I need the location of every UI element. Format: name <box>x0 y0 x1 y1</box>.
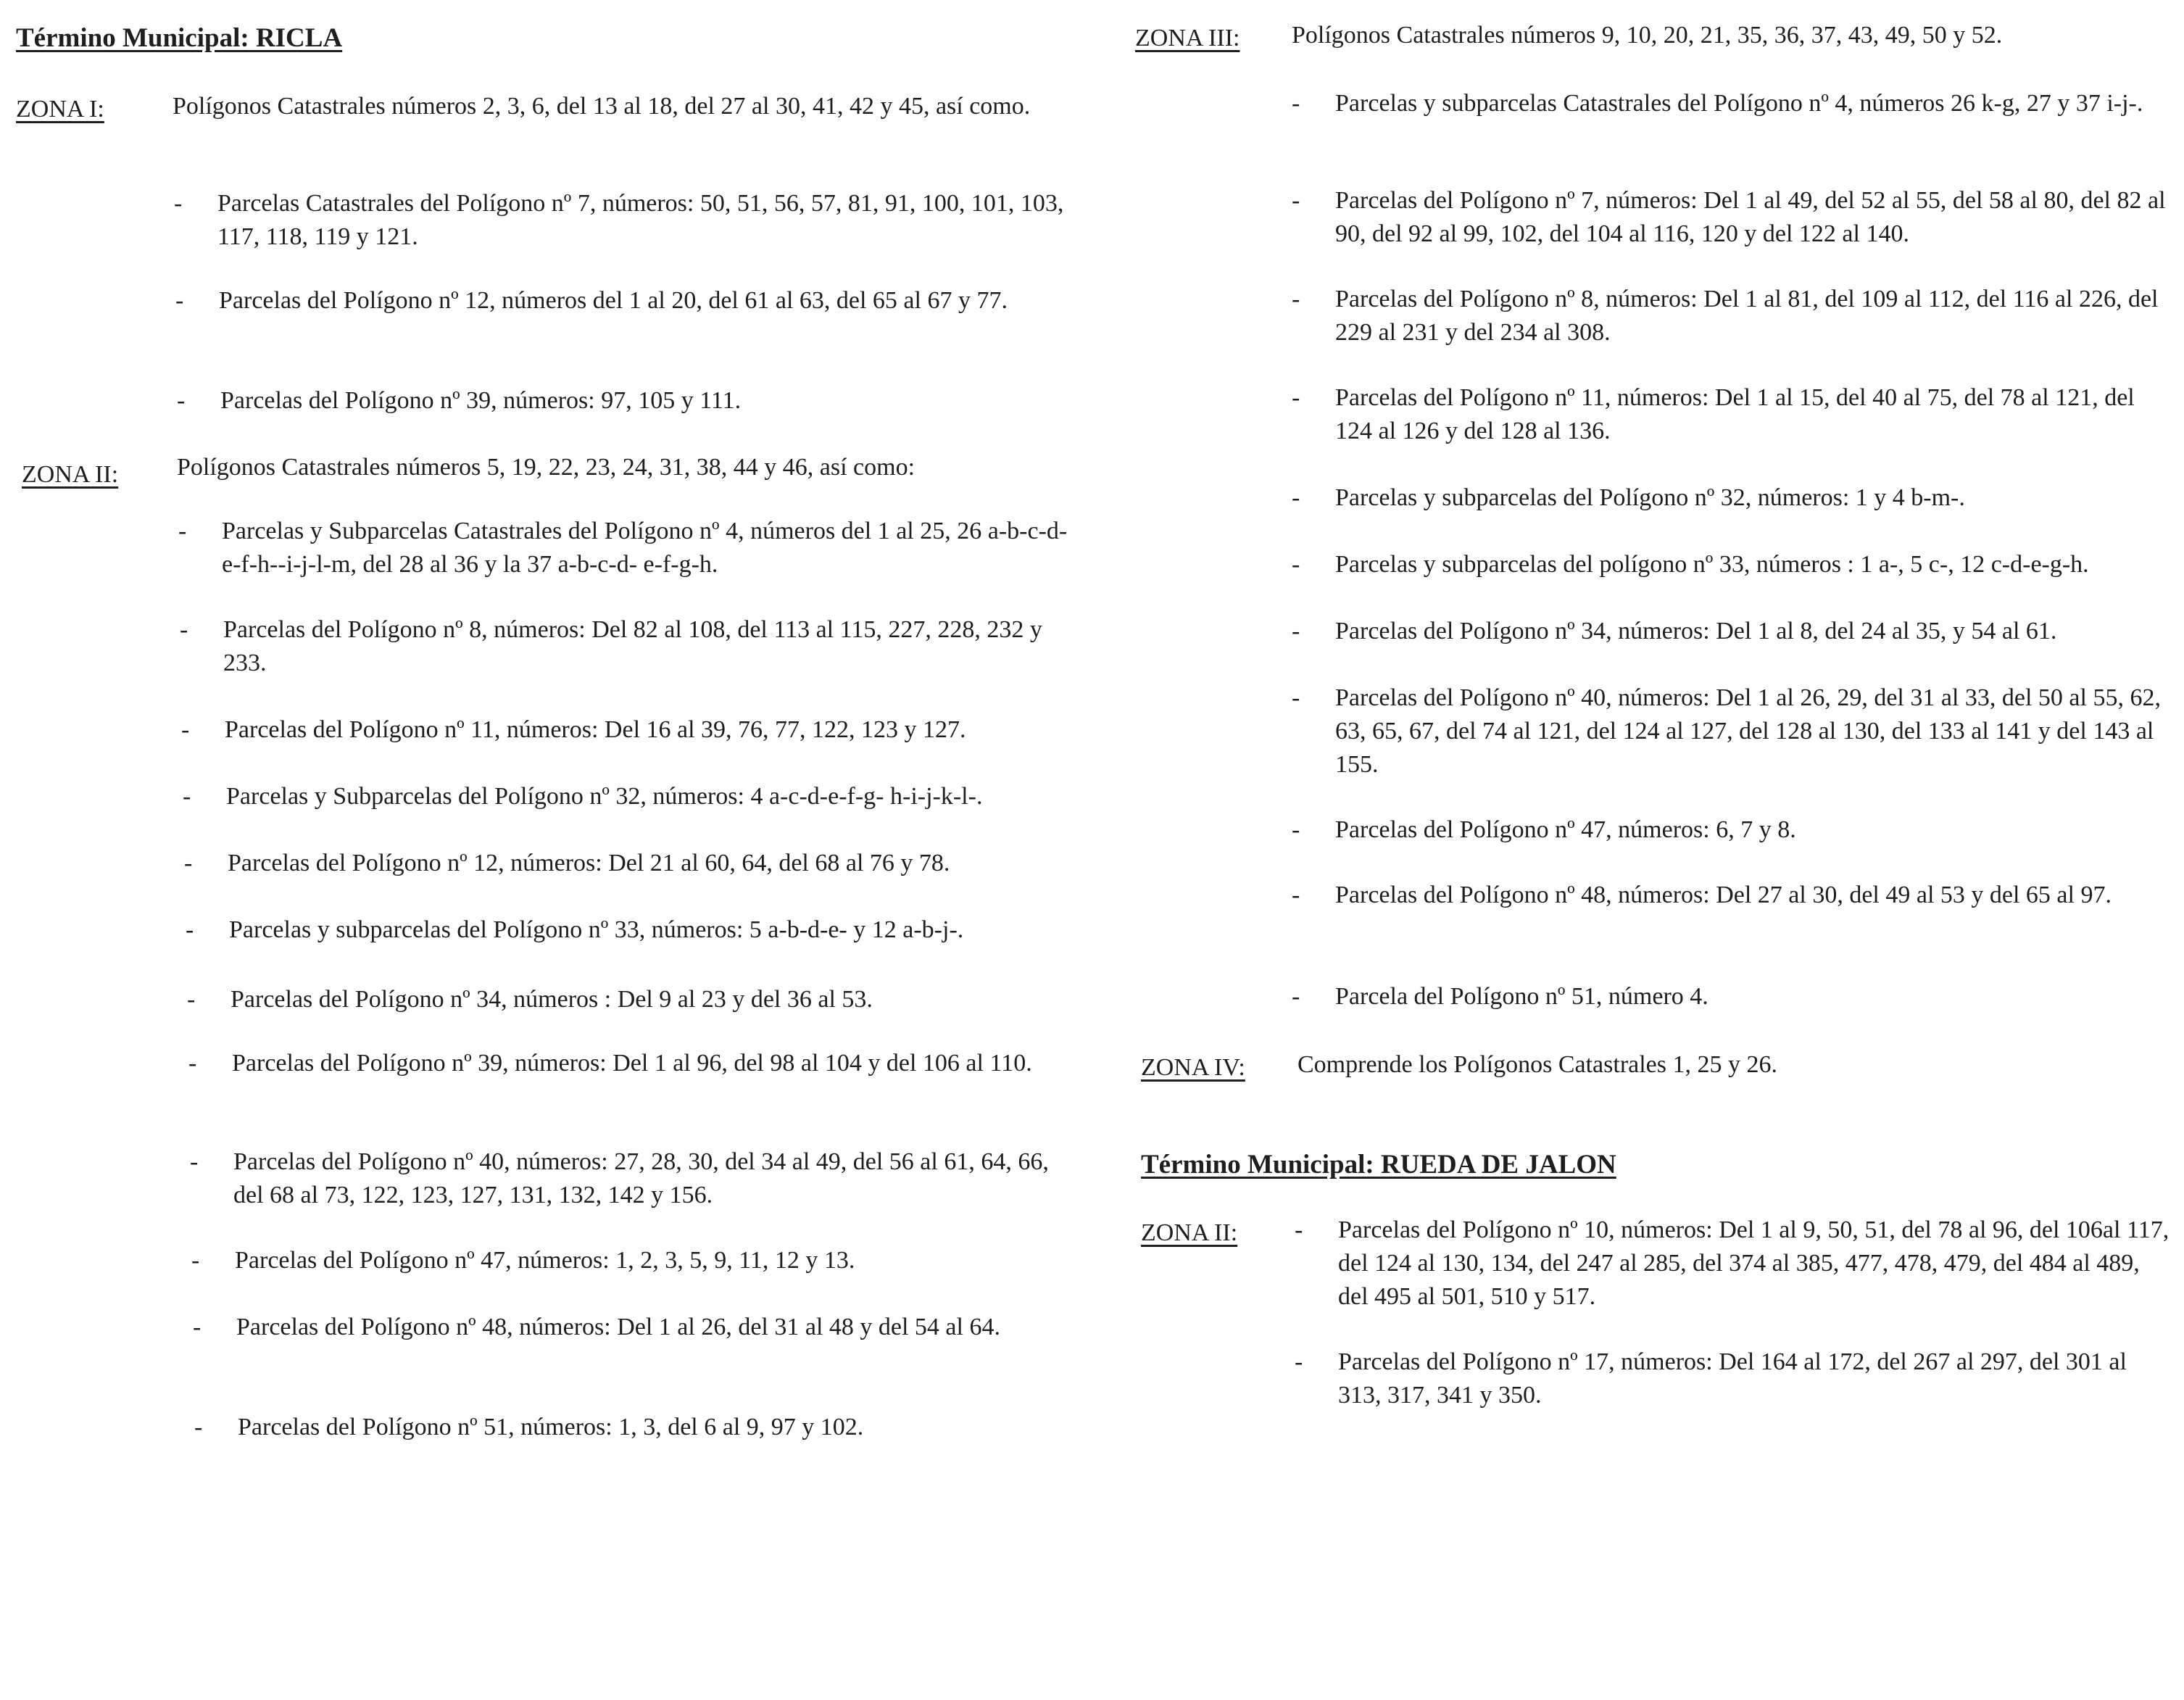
list-item-text: Parcelas del Polígono nº 40, números: 27, 28, 30, del 34 al 49, del 56 al 61, 64, 66, del 68 al 73, 122, 123, 127, 131, 132, 142 y 156. <box>233 1148 1049 1208</box>
list-dash: - <box>1292 384 1300 411</box>
list-dash: - <box>194 1414 203 1440</box>
zona-iii-item <box>1292 283 2175 349</box>
zona-ii-item <box>181 713 1074 747</box>
list-item-text: Parcelas del Polígono nº 40, números: Del 1 al 26, 29, del 31 al 33, del 50 al 55, 62, 63, 65, 67, del 74 al 121, del 124 al 127, del 128 al 130, del 133 al 141 y del 143 al 155. <box>1335 684 2161 778</box>
list-item-text: Parcelas del Polígono nº 39, números: Del 1 al 96, del 98 al 104 y del 106 al 110. <box>232 1050 1032 1077</box>
zona-iii-item <box>1292 548 2175 581</box>
zona-ii-item <box>191 1244 1084 1277</box>
zona-iii-item <box>1292 184 2175 251</box>
list-item-text: Parcelas del Polígono nº 47, números: 6, 7 y 8. <box>1335 816 1796 843</box>
list-dash: - <box>1292 551 1300 578</box>
list-dash: - <box>181 716 190 743</box>
term-title-ricla: Término Municipal: RICLA <box>16 23 343 53</box>
zona-iii-item <box>1292 87 2175 120</box>
rueda-zona-ii-item <box>1295 1214 2175 1314</box>
list-dash: - <box>1292 816 1300 843</box>
zona-ii-item <box>180 613 1073 680</box>
list-item-text: Parcelas del Polígono nº 11, números: Del 1 al 15, del 40 al 75, del 78 al 121, del 124 al 126 y del 128 al 136. <box>1335 384 2135 444</box>
zona-ii-intro: Polígonos Catastrales números 5, 19, 22, 23, 24, 31, 38, 44 y 46, así como: <box>177 454 915 481</box>
list-dash: - <box>183 783 191 810</box>
zona-ii-item <box>183 780 1076 813</box>
list-dash: - <box>1292 618 1300 644</box>
list-item-text: Parcelas del Polígono nº 8, números: Del 1 al 81, del 109 al 112, del 116 al 226, del 229 al 231 y del 234 al 308. <box>1335 286 2159 346</box>
list-item-text: Parcelas del Polígono nº 8, números: Del 82 al 108, del 113 al 115, 227, 228, 232 y 233. <box>223 616 1042 676</box>
zona-ii-item <box>193 1311 1086 1344</box>
list-item-text: Parcelas del Polígono nº 11, números: Del 16 al 39, 76, 77, 122, 123 y 127. <box>225 716 966 743</box>
list-item-text: Parcelas del Polígono nº 34, números: Del 1 al 8, del 24 al 35, y 54 al 61. <box>1335 618 2057 644</box>
zona-ii-item <box>184 847 1077 880</box>
list-dash: - <box>187 986 196 1013</box>
zona-iii-intro: Polígonos Catastrales números 9, 10, 20, 21, 35, 36, 37, 43, 49, 50 y 52. <box>1292 22 2003 49</box>
list-dash: - <box>1292 882 1300 908</box>
list-item-text: Parcelas y subparcelas Catastrales del Polígono nº 4, números 26 k-g, 27 y 37 i-j-. <box>1335 90 2143 117</box>
list-item-text: Parcelas del Polígono nº 51, números: 1, 3, del 6 al 9, 97 y 102. <box>238 1414 864 1440</box>
list-dash: - <box>1295 1348 1303 1375</box>
list-item-text: Parcelas del Polígono nº 39, números: 97, 105 y 111. <box>220 387 742 414</box>
list-dash: - <box>188 1050 197 1077</box>
list-item-text: Parcelas del Polígono nº 17, números: Del 164 al 172, del 267 al 297, del 301 al 313, 317, 341 y 350. <box>1338 1348 2127 1409</box>
zona-iii-item <box>1292 381 2175 448</box>
zona-i-item <box>175 284 1068 318</box>
list-dash: - <box>184 850 193 876</box>
list-item-text: Parcelas Catastrales del Polígono nº 7, números: 50, 51, 56, 57, 81, 91, 100, 101, 103, 117, 118, 119 y 121. <box>217 190 1064 250</box>
list-item-text: Parcelas y subparcelas del Polígono nº 33, números: 5 a-b-d-e- y 12 a-b-j-. <box>229 916 964 943</box>
zona-ii-label: ZONA II: <box>22 461 119 488</box>
list-item-text: Parcelas del Polígono nº 10, números: Del 1 al 9, 50, 51, del 78 al 96, del 106al 117, del 124 al 130, 134, del 247 al 285, del 374 al 385, 477, 478, 479, del 484 al 489, del 495 al 501, 510 y 517. <box>1338 1216 2170 1310</box>
list-dash: - <box>1292 484 1300 511</box>
zona-ii-item <box>188 1047 1081 1080</box>
list-item-text: Parcelas del Polígono nº 12, números del 1 al 20, del 61 al 63, del 65 al 67 y 77. <box>219 287 1008 314</box>
zona-iv-intro: Comprende los Polígonos Catastrales 1, 25 y 26. <box>1297 1051 1778 1078</box>
list-item-text: Parcelas y Subparcelas Catastrales del Polígono nº 4, números del 1 al 25, 26 a-b-c-d-e-f-h--i-j-l-m, del 28 al 36 y la 37 a-b-c-d- e-f-g-h. <box>222 518 1068 578</box>
term-title-rueda-de-jalon: Término Municipal: RUEDA DE JALON <box>1141 1150 1616 1179</box>
list-dash: - <box>190 1148 199 1175</box>
list-dash: - <box>191 1247 200 1274</box>
list-item-text: Parcelas del Polígono nº 48, números: Del 27 al 30, del 49 al 53 y del 65 al 97. <box>1335 882 2112 908</box>
zona-ii-item <box>187 983 1080 1016</box>
zona-ii-item <box>178 515 1071 581</box>
zona-iii-item <box>1292 481 2175 515</box>
zona-iii-item <box>1292 980 2175 1013</box>
list-dash: - <box>1292 983 1300 1010</box>
zona-iv-label: ZONA IV: <box>1141 1054 1245 1081</box>
list-dash: - <box>174 190 183 217</box>
zona-iii-item <box>1292 813 2175 847</box>
list-item-text: Parcelas del Polígono nº 12, números: Del 21 al 60, 64, del 68 al 76 y 78. <box>228 850 950 876</box>
zona-iii-item <box>1292 681 2175 781</box>
list-dash: - <box>177 387 186 414</box>
list-dash: - <box>1295 1216 1303 1243</box>
rueda-zona-ii-label: ZONA II: <box>1141 1219 1238 1246</box>
rueda-zona-ii-item <box>1295 1346 2175 1412</box>
list-dash: - <box>175 287 184 314</box>
list-item-text: Parcelas y subparcelas del polígono nº 33, números : 1 a-, 5 c-, 12 c-d-e-g-h. <box>1335 551 2089 578</box>
list-dash: - <box>1292 90 1300 117</box>
list-item-text: Parcelas y Subparcelas del Polígono nº 32, números: 4 a-c-d-e-f-g- h-i-j-k-l-. <box>226 783 983 810</box>
list-dash: - <box>1292 286 1300 312</box>
zona-i-item <box>174 187 1067 254</box>
list-dash: - <box>180 616 188 643</box>
list-dash: - <box>186 916 194 943</box>
list-item-text: Parcelas del Polígono nº 48, números: Del 1 al 26, del 31 al 48 y del 54 al 64. <box>236 1314 1000 1340</box>
zona-iii-label: ZONA III: <box>1135 25 1240 51</box>
list-dash: - <box>1292 684 1300 711</box>
list-dash: - <box>178 518 187 544</box>
list-dash: - <box>1292 187 1300 214</box>
zona-ii-item <box>186 913 1079 947</box>
zona-iii-item <box>1292 879 2175 912</box>
zona-ii-item <box>190 1145 1083 1212</box>
zona-ii-item <box>194 1411 1087 1444</box>
zona-i-intro: Polígonos Catastrales números 2, 3, 6, del 13 al 18, del 27 al 30, 41, 42 y 45, así como. <box>173 93 1031 120</box>
list-item-text: Parcelas del Polígono nº 47, números: 1, 2, 3, 5, 9, 11, 12 y 13. <box>235 1247 855 1274</box>
list-item-text: Parcelas del Polígono nº 7, números: Del 1 al 49, del 52 al 55, del 58 al 80, del 82 al 90, del 92 al 99, 102, del 104 al 116, 120 y del 122 al 140. <box>1335 187 2166 247</box>
list-item-text: Parcela del Polígono nº 51, número 4. <box>1335 983 1708 1010</box>
zona-i-item <box>177 384 1070 418</box>
list-item-text: Parcelas del Polígono nº 34, números : Del 9 al 23 y del 36 al 53. <box>231 986 873 1013</box>
zona-i-label: ZONA I: <box>16 96 104 123</box>
list-dash: - <box>193 1314 202 1340</box>
zona-iii-item <box>1292 615 2175 648</box>
list-item-text: Parcelas y subparcelas del Polígono nº 32, números: 1 y 4 b-m-. <box>1335 484 1965 511</box>
